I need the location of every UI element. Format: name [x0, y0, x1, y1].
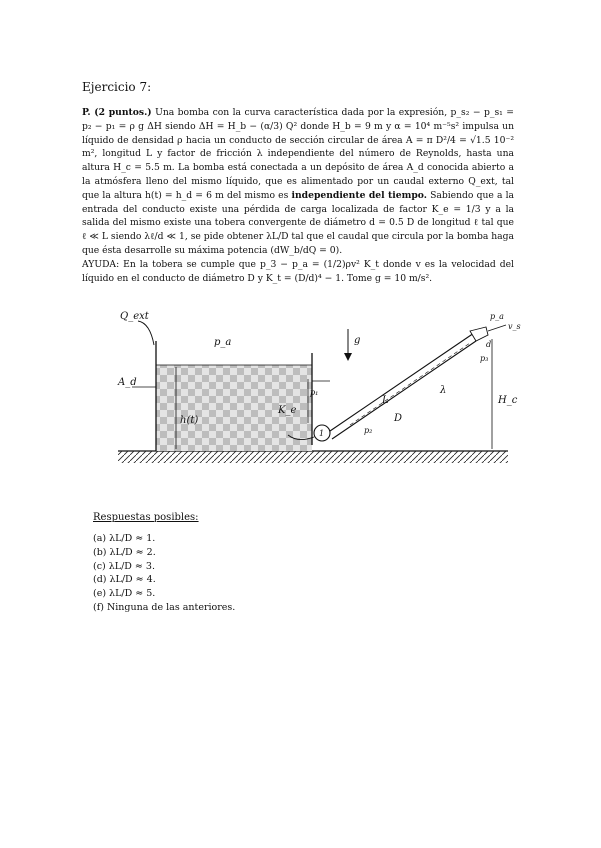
hc-label: H_c — [498, 395, 518, 406]
answer-option-d[interactable]: (d) λL/D ≈ 4. — [93, 574, 156, 586]
nozzle — [470, 327, 488, 341]
statement-part-1: Una bomba con la curva característica dada por la expresión, p_s₂ − p_s₁ = p₂ − p₁ = ρ g ΔH siendo ΔH = H_b − (α/3) Q² donde H_b = 9 m y α = 10⁴ m⁻⁵s² impulsa un líquido de densidad ρ hacia un conducto de sección circular de área A = π D²/4 = √1.5 10⁻² m², longitud L y factor de fricción λ independiente del número de Reynolds, hasta una altura H_c = 5.5 m. La bomba está conectada a un depósito de área A_d conocida abierto a la atmósfera lleno del mismo líquido, que es alimentado por un caudal externo Q_ext, tal que la altura h(t) = h_d = 6 m del mismo es — [82, 107, 514, 201]
answer-list — [93, 532, 235, 615]
statement-emphasis: independiente del tiempo. — [291, 189, 427, 201]
answers-title: Respuestas posibles: — [93, 512, 199, 523]
d-small-label: d — [486, 340, 492, 349]
p3-label: p₃ — [480, 354, 489, 363]
ground-hatch — [118, 451, 508, 463]
D-label: D — [394, 413, 403, 424]
exercise-title: Ejercicio 7: — [82, 80, 152, 94]
pipe-centerline — [350, 343, 470, 425]
answer-option-f[interactable]: (f) Ninguna de las anteriores. — [93, 601, 236, 613]
qext-label: Q_ext — [120, 311, 149, 322]
lambda-label: λ — [440, 385, 447, 396]
help-text: AYUDA: En la tobera se cumple que p_3 − p_a = (1/2)ρv² K_t donde v es la velocidad del líquido en el conducto de diámetro D y K_t = (D/d)⁴ − 1. Tome g = 10 m/s². — [82, 258, 514, 284]
g-label: g — [354, 335, 361, 346]
answer-option-c[interactable]: (c) λL/D ≈ 3. — [93, 560, 155, 572]
statement-part-2: Sabiendo que a la entrada del conducto existe una pérdida de carga localizada de factor K_e = 1/3 y a la salida del mismo existe una tobera convergente de diámetro d = 0.5 D de longitud ℓ tal que ℓ ≪ L siendo λℓ/d ≪ 1, se pide obtener λL/D tal que el caudal que circula por la bomba haga que ésta desarrolle su máxima potencia (dW_b/dQ = 0). — [82, 189, 515, 256]
vs-label: v_s — [508, 322, 521, 331]
ke-label: K_e — [278, 405, 297, 416]
tank-pa-label: p_a — [214, 337, 232, 348]
pump-label: 1 — [319, 429, 325, 438]
p2-label: p₂ — [364, 426, 373, 435]
exit-pa-label: p_a — [490, 312, 504, 321]
problem-label: P. (2 puntos.) — [82, 107, 152, 118]
qext-arrow — [138, 321, 154, 345]
problem-figure — [118, 305, 521, 475]
problem-statement — [82, 106, 514, 285]
ad-label: A_d — [118, 377, 137, 388]
p1-label: p₁ — [310, 388, 319, 397]
answer-option-e[interactable]: (e) λL/D ≈ 5. — [93, 588, 156, 600]
answer-option-b[interactable]: (b) λL/D ≈ 2. — [93, 546, 156, 558]
l-label: L — [382, 395, 389, 406]
gravity-arrowhead — [344, 353, 352, 361]
ht-label: h(t) — [180, 415, 199, 426]
jet-line — [488, 325, 506, 331]
pipe-lower-wall — [332, 341, 476, 439]
answer-option-a[interactable]: (a) λL/D ≈ 1. — [93, 533, 156, 544]
